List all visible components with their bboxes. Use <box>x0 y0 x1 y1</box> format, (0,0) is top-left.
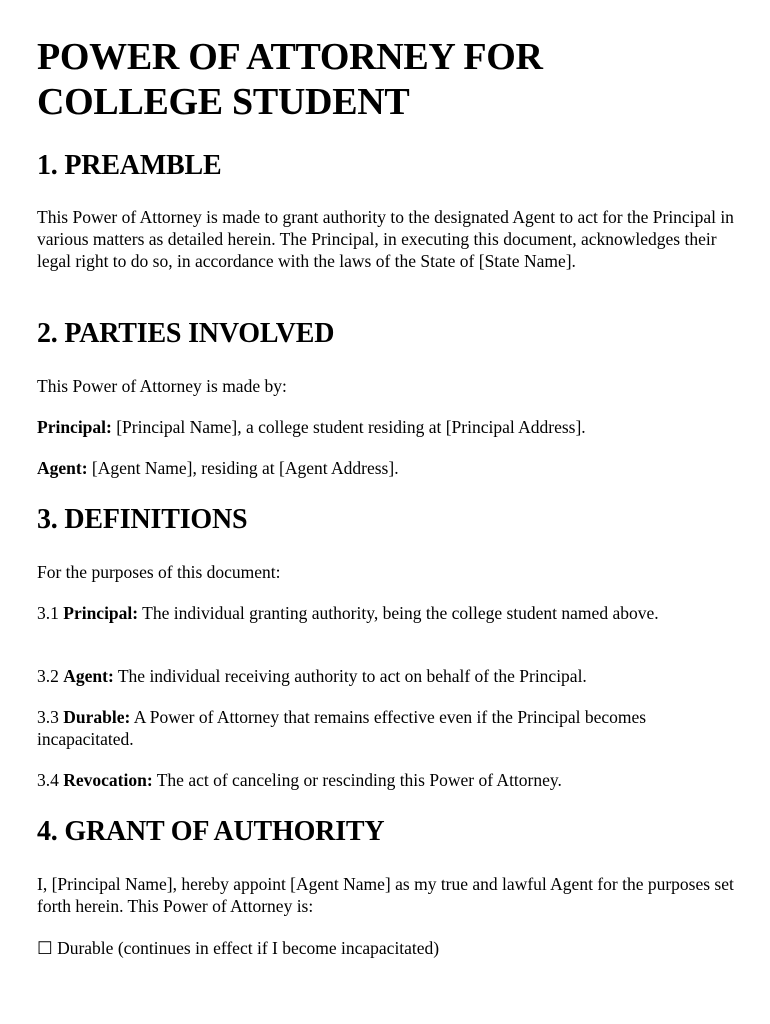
durable-option <box>37 937 737 959</box>
section-heading-grant: 4. GRANT OF AUTHORITY <box>37 816 385 847</box>
agent-text: [Agent Name], residing at [Agent Address]. <box>87 458 399 478</box>
section-heading-definitions: 3. DEFINITIONS <box>37 504 248 535</box>
definitions-intro: For the purposes of this document: <box>37 562 281 582</box>
definition-term: Durable: <box>63 707 131 727</box>
definition-number: 3.4 <box>37 770 64 790</box>
section-heading-parties: 2. PARTIES INVOLVED <box>37 318 335 349</box>
agent-label: Agent: <box>37 458 88 478</box>
definition-item <box>37 769 737 791</box>
principal-label: Principal: <box>37 417 112 437</box>
definition-term: Principal: <box>63 603 139 623</box>
principal-paragraph <box>37 416 737 438</box>
definition-number: 3.1 <box>37 603 64 623</box>
definition-number: 3.3 <box>37 707 64 727</box>
preamble-text: This Power of Attorney is made to grant authority to the designated Agent to act for the Principal in various matters as detailed herein. The Principal, in executing this document, acknowledges their legal right to do so, in accordance with the laws of the State of [State Name]. <box>37 207 734 271</box>
agent-paragraph <box>37 457 737 479</box>
document-title: POWER OF ATTORNEY FOR COLLEGE STUDENT <box>37 36 543 123</box>
definition-item <box>37 706 737 750</box>
definition-text: The individual receiving authority to act on behalf of the Principal. <box>113 666 587 686</box>
grant-text: I, [Principal Name], hereby appoint [Agent Name] as my true and lawful Agent for the purposes set forth herein. This Power of Attorney is: <box>37 874 734 916</box>
definition-number: 3.2 <box>37 666 64 686</box>
definition-text: The individual granting authority, being the college student named above. <box>138 603 659 623</box>
definition-text: The act of canceling or rescinding this Power of Attorney. <box>152 770 562 790</box>
definition-term: Revocation: <box>63 770 153 790</box>
checkbox-icon[interactable]: ☐ <box>37 938 53 958</box>
definition-item <box>37 665 737 687</box>
section-heading-preamble: 1. PREAMBLE <box>37 150 222 181</box>
durable-option-label: Durable (continues in effect if I become incapacitated) <box>52 938 440 958</box>
definition-term: Agent: <box>63 666 114 686</box>
definition-text: A Power of Attorney that remains effective even if the Principal becomes incapacitated. <box>37 707 647 749</box>
definition-item <box>37 602 737 624</box>
parties-intro: This Power of Attorney is made by: <box>37 376 287 396</box>
principal-text: [Principal Name], a college student residing at [Principal Address]. <box>111 417 586 437</box>
